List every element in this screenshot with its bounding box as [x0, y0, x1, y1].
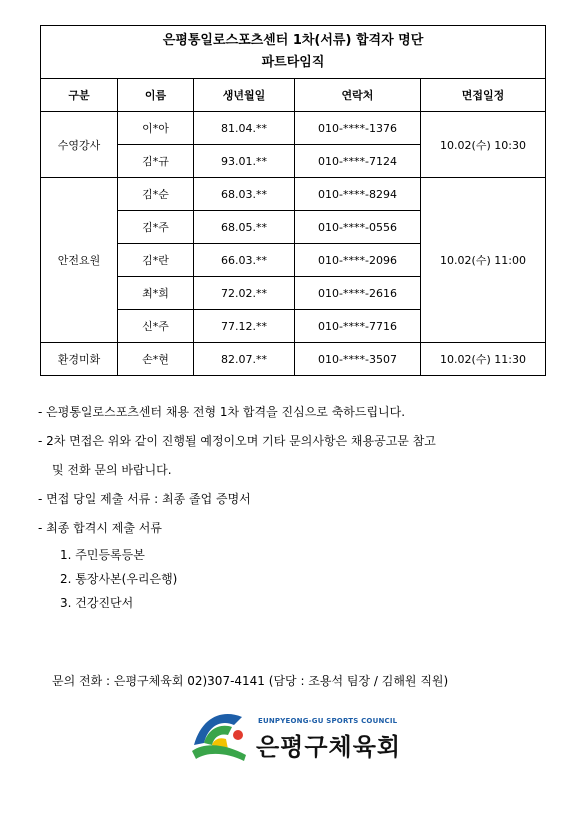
header-name: 이름 — [118, 79, 194, 112]
document-item: 2. 통장사본(우리은행) — [60, 572, 178, 586]
note-interview-continued: 및 전화 문의 바랍니다. — [52, 463, 172, 477]
phone-cell: 010-****-3507 — [295, 343, 421, 376]
birth-cell: 72.02.** — [194, 277, 295, 310]
header-phone: 연락처 — [295, 79, 421, 112]
phone-cell: 010-****-2096 — [295, 244, 421, 277]
note-final-documents: - 최종 합격시 제출 서류 — [38, 521, 162, 535]
interview-cell: 10.02(수) 11:00 — [421, 178, 546, 343]
document-item: 1. 주민등록등본 — [60, 548, 145, 562]
table-header-row — [41, 79, 546, 112]
logo-korean-text: 은평구체육회 — [256, 733, 402, 761]
birth-cell: 93.01.** — [194, 145, 295, 178]
phone-cell: 010-****-2616 — [295, 277, 421, 310]
category-cell: 안전요원 — [41, 178, 118, 343]
birth-cell: 77.12.** — [194, 310, 295, 343]
phone-cell: 010-****-7716 — [295, 310, 421, 343]
phone-cell: 010-****-8294 — [295, 178, 421, 211]
header-category: 구분 — [41, 79, 118, 112]
name-cell: 이*아 — [118, 112, 194, 145]
interview-cell: 10.02(수) 10:30 — [421, 112, 546, 178]
note-congratulation: - 은평통일로스포츠센터 채용 전형 1차 합격을 진심으로 축하드립니다. — [38, 405, 406, 419]
phone-cell: 010-****-1376 — [295, 112, 421, 145]
document-item: 3. 건강진단서 — [60, 596, 134, 610]
logo-english-text: EUNPYEONG-GU SPORTS COUNCIL — [258, 717, 398, 725]
category-cell: 수영강사 — [41, 112, 118, 178]
phone-cell: 010-****-0556 — [295, 211, 421, 244]
name-cell: 손*현 — [118, 343, 194, 376]
name-cell: 최*희 — [118, 277, 194, 310]
table-title — [41, 26, 546, 79]
note-interview: - 2차 면접은 위와 같이 진행될 예정이오며 기타 문의사항은 채용공고문 참고 — [38, 434, 436, 448]
phone-cell: 010-****-7124 — [295, 145, 421, 178]
birth-cell: 82.07.** — [194, 343, 295, 376]
header-birth: 생년월일 — [194, 79, 295, 112]
birth-cell: 66.03.** — [194, 244, 295, 277]
header-interview: 면접일정 — [421, 79, 546, 112]
table-title-line1: 은평통일로스포츠센터 1차(서류) 합격자 명단 — [162, 33, 424, 48]
birth-cell: 68.03.** — [194, 178, 295, 211]
name-cell: 김*순 — [118, 178, 194, 211]
contact-info: 문의 전화 : 은평구체육회 02)307-4141 (담당 : 조용석 팀장 / 김해원 직원) — [52, 674, 449, 688]
council-emblem-icon — [188, 705, 252, 765]
table-row — [41, 112, 546, 145]
pass-list-table — [40, 25, 546, 376]
table-title-line2: 파트타임직 — [261, 55, 325, 70]
table-row — [41, 343, 546, 376]
note-interview-documents: - 면접 당일 제출 서류 : 최종 졸업 증명서 — [38, 492, 251, 506]
category-cell: 환경미화 — [41, 343, 118, 376]
birth-cell: 81.04.** — [194, 112, 295, 145]
name-cell: 김*주 — [118, 211, 194, 244]
council-logo — [188, 705, 408, 770]
name-cell: 김*규 — [118, 145, 194, 178]
notes-section — [38, 398, 548, 615]
birth-cell: 68.05.** — [194, 211, 295, 244]
interview-cell: 10.02(수) 11:30 — [421, 343, 546, 376]
table-row — [41, 178, 546, 211]
name-cell: 김*란 — [118, 244, 194, 277]
name-cell: 신*주 — [118, 310, 194, 343]
